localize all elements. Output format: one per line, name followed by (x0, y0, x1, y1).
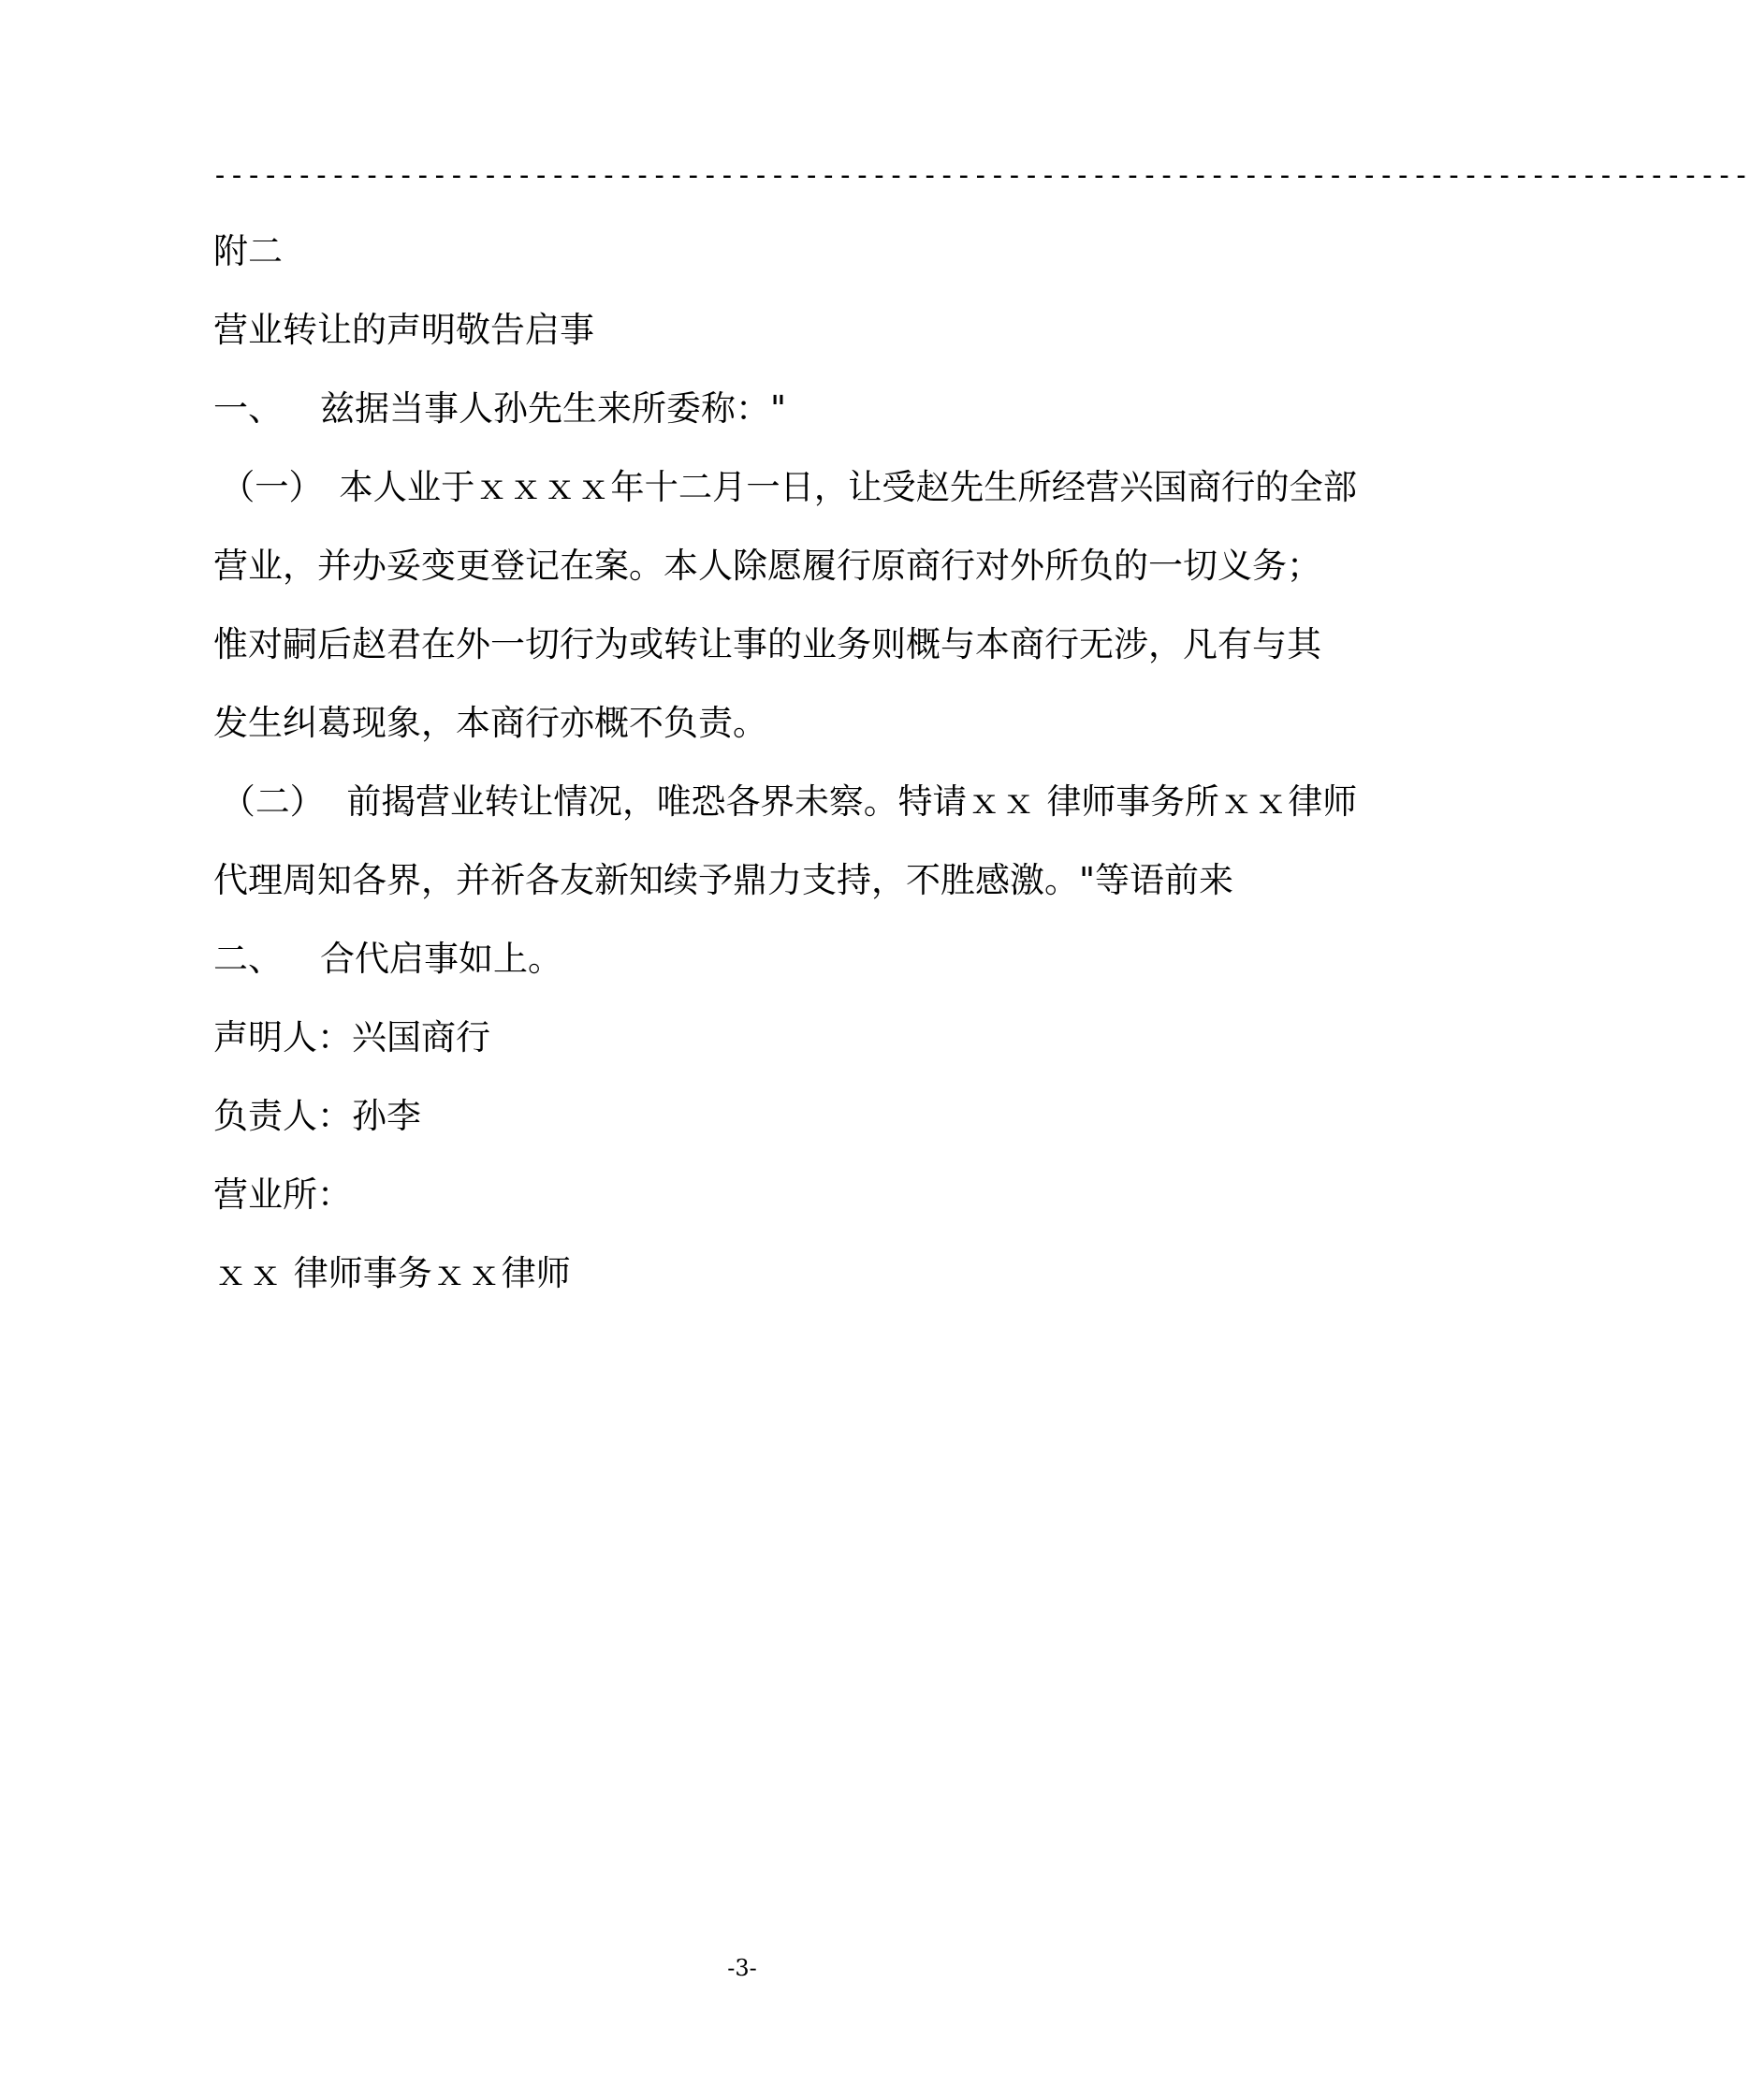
item-1-first-line (221, 464, 1357, 511)
dashed-divider: ------------------------------------------------------------------------------------------- (211, 159, 1750, 192)
page-number: -3- (727, 1955, 757, 1981)
item-2-line-1: 前揭营业转让情况，唯恐各界未察。特请ｘｘ 律师事务所ｘｘ律师 (346, 781, 1358, 822)
responsible-person: 负责人：孙李 (213, 1096, 421, 1136)
item-1-number: （一） (221, 467, 323, 507)
document-title: 营业转让的声明敬告启事 (213, 310, 594, 350)
section-2 (213, 936, 562, 983)
appendix-label: 附二 (213, 231, 283, 271)
declarant: 声明人：兴国商行 (213, 1017, 490, 1057)
item-2-line-2: 代理周知各界，并祈各友新知续予鼎力支持，不胜感激。"等语前来 (213, 860, 1234, 900)
item-1-line-4: 发生纠葛现象，本商行亦概不负责。 (213, 703, 767, 743)
business-office: 营业所： (213, 1174, 352, 1215)
item-1-line-3: 惟对嗣后赵君在外一切行为或转让事的业务则概与本商行无涉，凡有与其 (213, 624, 1321, 664)
lawyer-signature: ｘｘ 律师事务ｘｘ律师 (213, 1253, 571, 1293)
item-1-line-1: 本人业于ｘｘｘｘ年十二月一日，让受赵先生所经营兴国商行的全部 (339, 467, 1357, 507)
section-2-number: 二、 (213, 939, 283, 979)
section-1-number: 一、 (213, 388, 283, 429)
section-2-text: 合代启事如上。 (320, 939, 562, 979)
item-1-line-2: 营业，并办妥变更登记在案。本人除愿履行原商行对外所负的一切义务； (213, 546, 1321, 586)
item-2-first-line (221, 779, 1357, 825)
item-2-number: （二） (221, 781, 325, 822)
section-1-text: 兹据当事人孙先生来所委称：" (320, 388, 787, 429)
section-1 (213, 386, 786, 432)
